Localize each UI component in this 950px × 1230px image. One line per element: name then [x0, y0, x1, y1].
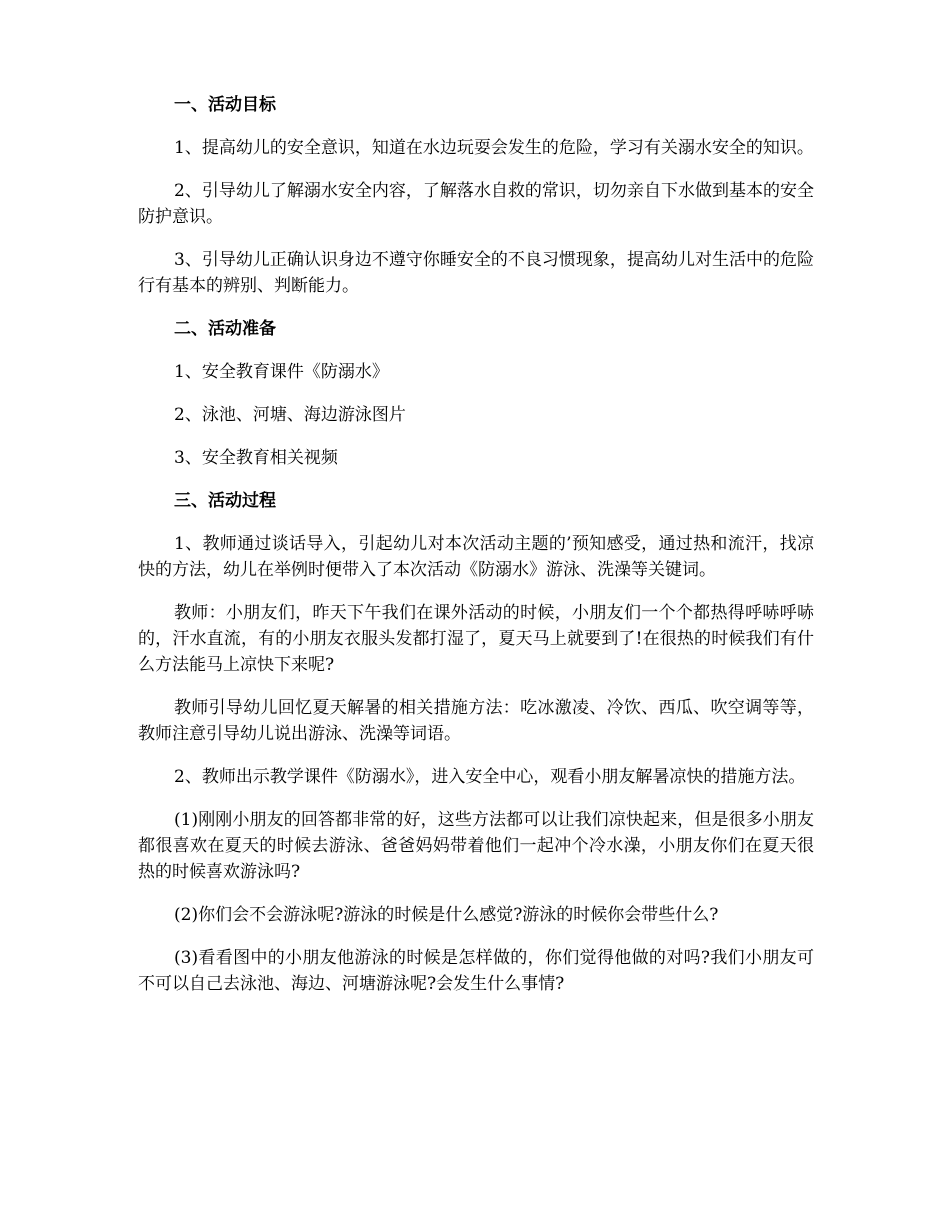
paragraph: 教师引导幼儿回忆夏天解暑的相关措施方法：吃冰激凌、冷饮、西瓜、吹空调等等，教师注意引导幼儿说出游泳、洗澡等词语。 — [138, 698, 814, 744]
paragraph: 1、提高幼儿的安全意识，知道在水边玩耍会发生的危险，学习有关溺水安全的知识。 — [174, 138, 814, 158]
paragraph: (1)刚刚小朋友的回答都非常的好，这些方法都可以让我们凉快起来，但是很多小朋友都很喜欢在夏天的时候去游泳、爸爸妈妈带着他们一起冲个冷水澡，小朋友你们在夏天很热的时候喜欢游泳吗? — [138, 810, 814, 882]
paragraph: 2、泳池、河塘、海边游泳图片 — [174, 405, 406, 425]
paragraph: 3、安全教育相关视频 — [174, 448, 338, 468]
paragraph: 教师：小朋友们，昨天下午我们在课外活动的时候，小朋友们一个个都热得呼哧呼哧的，汗水直流，有的小朋友衣服头发都打湿了，夏天马上就要到了!在很热的时候我们有什么方法能马上凉快下来呢? — [138, 603, 814, 675]
section-heading-goals: 一、活动目标 — [174, 95, 276, 115]
paragraph: 2、教师出示教学课件《防溺水》，进入安全中心，观看小朋友解暑凉快的措施方法。 — [174, 767, 806, 787]
paragraph: (2)你们会不会游泳呢?游泳的时候是什么感觉?游泳的时候你会带些什么? — [174, 905, 719, 925]
paragraph: 1、教师通过谈话导入，引起幼儿对本次活动主题的’预知感受，通过热和流汗，找凉快的方法，幼儿在举例时便带入了本次活动《防溺水》游泳、洗澡等关键词。 — [138, 534, 814, 580]
paragraph: (3)看看图中的小朋友他游泳的时候是怎样做的，你们觉得他做的对吗?我们小朋友可不可以自己去泳池、海边、河塘游泳呢?会发生什么事情? — [138, 948, 814, 994]
paragraph: 2、引导幼儿了解溺水安全内容，了解落水自救的常识，切勿亲自下水做到基本的安全防护意识。 — [138, 181, 814, 227]
document-page — [138, 92, 814, 1014]
section-heading-preparation: 二、活动准备 — [174, 319, 276, 339]
paragraph: 1、安全教育课件《防溺水》 — [174, 362, 389, 382]
paragraph: 3、引导幼儿正确认识身边不遵守你睡安全的不良习惯现象，提高幼儿对生活中的危险行有基本的辨别、判断能力。 — [138, 250, 814, 296]
section-heading-process: 三、活动过程 — [174, 491, 276, 511]
